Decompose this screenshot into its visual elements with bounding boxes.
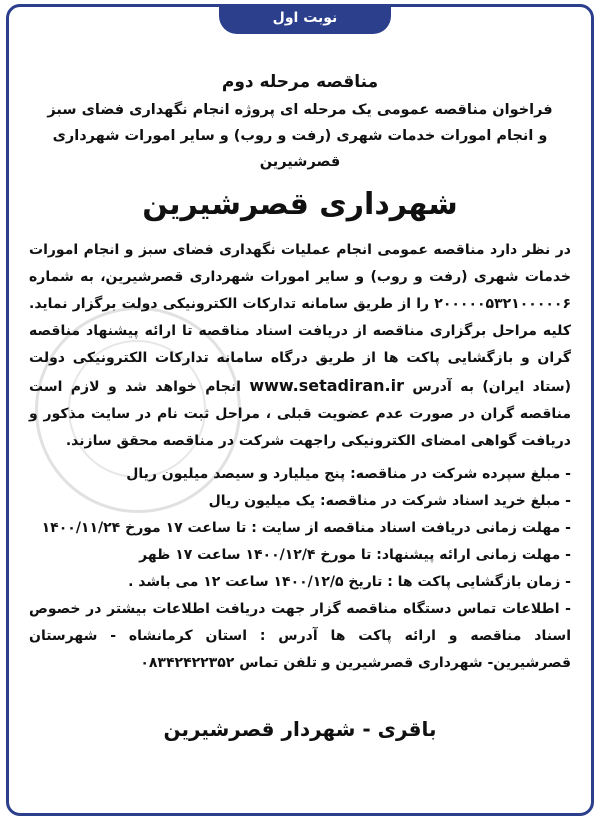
intro-text-1: در نظر دارد مناقصه عمومی انجام عملیات نگهداری فضای سبز و انجام امورات خدمات شهری (رفت و روب) و سایر امورات شهرداری قصرشیرین، به شماره ۲۰۰۰۰۰۵۳۲۱۰۰۰۰۰۶ را از طریق سامانه تدارکات الکترونیکی دولت برگزار نماید. کلیه مراحل برگزاری مناقصه از دریافت اسناد مناقصه تا ارائه پیشنهاد مناقصه گران و بازگشایی پاکت ها از طریق درگاه سامانه تدارکات الکترونیکی دولت (ستاد ایران) به آدرس bbox=[29, 242, 572, 395]
stage-title: مناقصه مرحله دوم bbox=[221, 72, 379, 92]
website-link[interactable]: www.setadiran.ir bbox=[249, 376, 404, 395]
list-item: - مبلغ سپرده شرکت در مناقصه: پنج میلیارد و سیصد میلیون ریال bbox=[126, 466, 571, 482]
notice-frame bbox=[6, 4, 594, 816]
list-item: - اطلاعات تماس دستگاه مناقصه گزار جهت دریافت اطلاعات بیشتر در خصوص اسناد مناقصه و ارائه پاکت ها آدرس : استان کرمانشاه - شهرستان قصرشیرین- شهرداری قصرشیرین و تلفن تماس ۰۸۳۴۲۴۲۲۳۵۲ bbox=[29, 601, 571, 671]
notice-content bbox=[29, 67, 571, 741]
subtitle-line-2: و انجام امورات خدمات شهری (رفت و روب) و سایر امورات شهرداری قصرشیرین bbox=[52, 128, 548, 170]
list-item: - مهلت زمانی ارائه پیشنهاد: تا مورخ ۱۴۰۰/۱۲/۴ ساعت ۱۷ ظهر bbox=[139, 547, 571, 563]
organization-title: شهرداری قصرشیرین bbox=[142, 187, 458, 222]
round-tab: نوبت اول bbox=[219, 4, 391, 34]
intro-text-2: انجام خواهد شد و لازم است مناقصه گران در صورت عدم عضویت قبلی ، مراحل ثبت نام در سایت مذکور و دریافت گواهی امضای الکترونیکی راجهت شرکت در مناقصه محقق سازند. bbox=[29, 379, 571, 449]
list-item: - زمان بازگشایی پاکت ها : تاریخ ۱۴۰۰/۱۲/۵ ساعت ۱۲ می باشد . bbox=[128, 574, 571, 590]
list-item: - مهلت زمانی دریافت اسناد مناقصه از سایت : تا ساعت ۱۷ مورخ ۱۴۰۰/۱۱/۲۴ bbox=[41, 520, 571, 536]
signature: باقری - شهردار قصرشیرین bbox=[163, 717, 437, 741]
intro-paragraph bbox=[29, 237, 571, 455]
details-list bbox=[29, 461, 571, 677]
subtitle-line-1: فراخوان مناقصه عمومی یک مرحله ای پروژه انجام نگهداری فضای سبز bbox=[47, 102, 553, 118]
list-item: - مبلغ خرید اسناد شرکت در مناقصه: یک میلیون ریال bbox=[208, 493, 571, 509]
